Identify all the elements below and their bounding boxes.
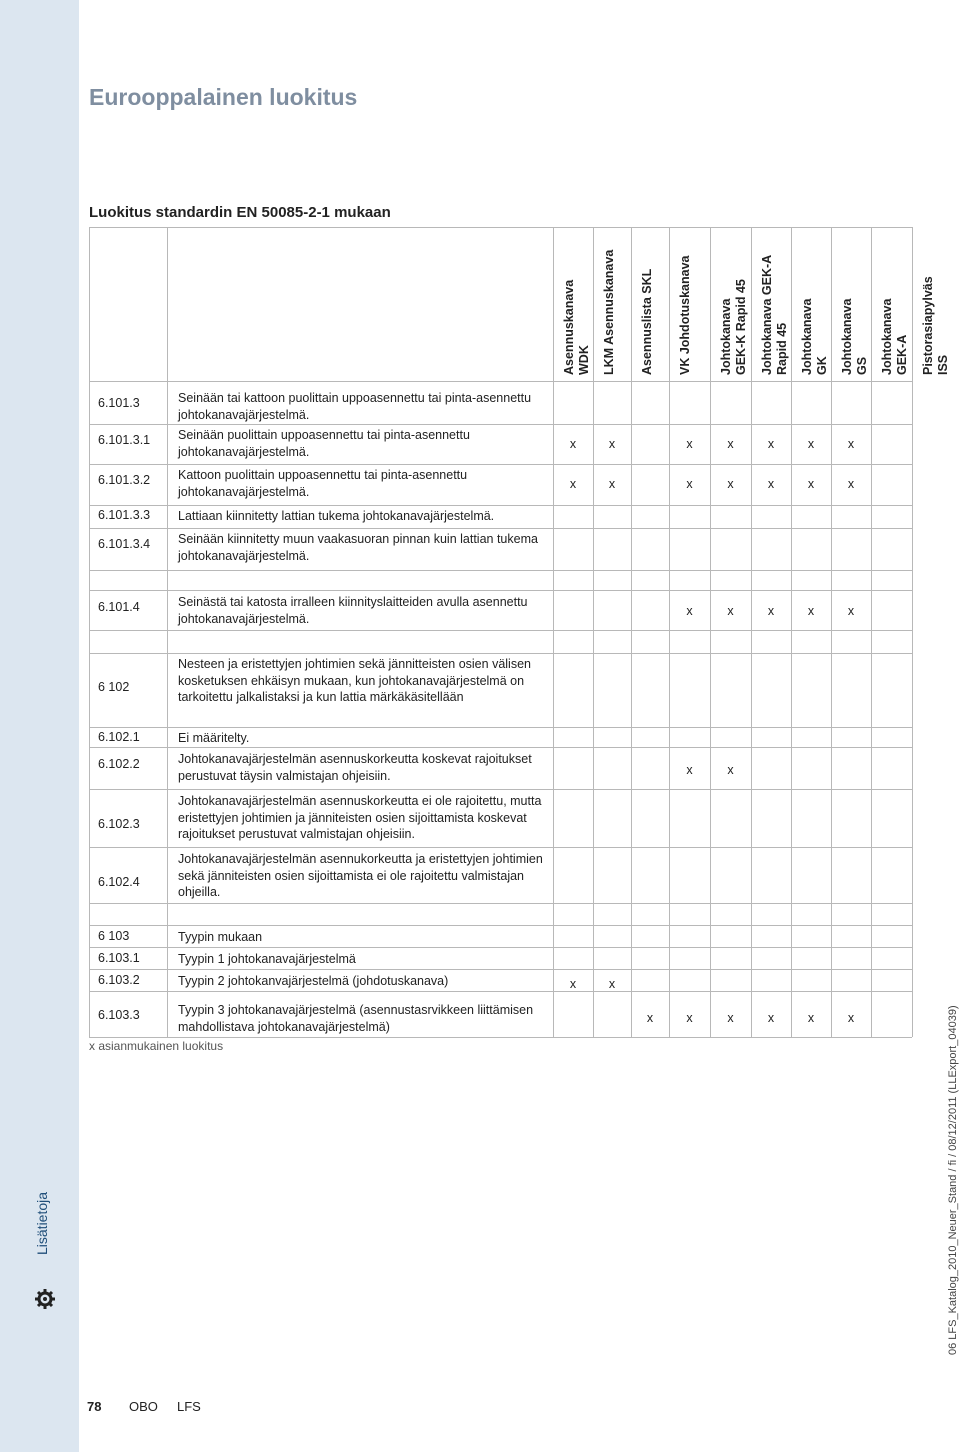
classification-mark: x	[767, 604, 775, 618]
table-gridline	[89, 903, 912, 904]
row-code: 6.103.2	[98, 973, 140, 987]
classification-mark: x	[686, 477, 693, 491]
column-header-label	[760, 255, 790, 375]
row-description: Seinään puolittain uppoasennettu tai pinta-asennettu johtokanavajärjestelmä.	[178, 428, 470, 459]
table-subtitle: Luokitus standardin EN 50085-2-1 mukaan	[89, 204, 391, 221]
column-header-line1: Asennuslista SKL	[640, 268, 654, 375]
column-header	[831, 227, 871, 381]
classification-mark: x	[727, 1011, 734, 1025]
table-gridline	[89, 727, 912, 728]
column-header-line1: Johtokanava	[719, 298, 733, 375]
table-gridline	[89, 925, 912, 926]
classification-mark: x	[569, 977, 577, 991]
column-header	[669, 227, 710, 381]
column-header-label	[602, 250, 617, 375]
classification-mark: x	[847, 437, 855, 451]
table-gridline	[89, 630, 912, 631]
column-header-line1: Asennuskanava	[562, 279, 576, 375]
page-number: 78	[87, 1399, 102, 1414]
classification-mark: x	[767, 477, 775, 491]
column-header-line2: Rapid 45	[775, 322, 789, 375]
row-code: 6.101.3	[98, 396, 140, 410]
column-header-label	[880, 299, 910, 375]
column-header	[871, 227, 912, 381]
column-header-line2: GEK-A	[895, 334, 909, 375]
column-header-line1: VK Johdotuskanava	[678, 255, 692, 375]
classification-mark: x	[608, 477, 616, 491]
column-header	[593, 227, 631, 381]
table-gridline	[89, 505, 912, 506]
table-gridline	[89, 991, 912, 992]
row-description: Johtokanavajärjestelmän asennukorkeutta ja eristettyjen johtimien sekä jänniteisten osien sijoittamista ei ole rajoitettu valmistajan ohjeilla.	[178, 852, 543, 899]
table-gridline	[89, 381, 912, 382]
row-code: 6.103.3	[98, 1008, 140, 1022]
classification-mark: x	[807, 477, 815, 491]
row-code: 6.103.1	[98, 951, 140, 965]
classification-mark: x	[727, 477, 734, 491]
classification-mark: x	[569, 437, 577, 451]
classification-mark: x	[686, 437, 693, 451]
classification-mark: x	[767, 1011, 775, 1025]
classification-mark: x	[847, 1011, 855, 1025]
column-header	[912, 227, 952, 381]
row-code: 6.102.1	[98, 730, 140, 744]
classification-mark: x	[767, 437, 775, 451]
column-header-line1: LKM Asennuskanava	[602, 249, 616, 375]
column-header-line2: GS	[855, 356, 869, 375]
row-code: 6 103	[98, 929, 130, 943]
row-code: 6.102.3	[98, 817, 140, 831]
column-header	[553, 227, 593, 381]
row-code: 6 102	[98, 680, 130, 694]
column-header-line1: Johtokanava	[840, 298, 854, 375]
row-description: Kattoon puolittain uppoasennettu tai pinta-asennettu johtokanavajärjestelmä.	[178, 468, 468, 499]
column-header	[631, 227, 669, 381]
classification-mark: x	[569, 477, 577, 491]
column-header-line1: Johtokanava GEK-A	[760, 254, 774, 375]
row-description: Tyypin mukaan	[178, 930, 263, 944]
page-title: Eurooppalainen luokitus	[89, 84, 358, 110]
section-name: LFS	[177, 1399, 201, 1414]
column-header	[791, 227, 831, 381]
row-description: Nesteen ja eristettyjen johtimien sekä jännitteisten osien välisen kosketuksen ehkäisyn mukaan, kun johtokanavajärjestelmä on tarkoitettu jalkalistaksi ja kun lattia märkäkäsitellään	[178, 657, 531, 704]
column-header	[710, 227, 751, 381]
classification-mark: x	[807, 437, 815, 451]
table-gridline	[89, 747, 912, 748]
row-description: Seinään kiinnitetty muun vaakasuoran pinnan kuin lattian tukema johtokanavajärjestelmä.	[178, 532, 538, 563]
column-header-line1: Pistorasiapylväs	[921, 276, 935, 375]
column-header-label	[800, 299, 830, 375]
classification-mark: x	[686, 604, 693, 618]
column-header-line2: GK	[815, 356, 829, 375]
table-gridline	[89, 947, 912, 948]
table-gridline	[89, 969, 912, 970]
row-description: Tyypin 2 johtokanvajärjestelmä (johdotuskanava)	[178, 974, 449, 988]
row-description: Tyypin 3 johtokanavajärjestelmä (asennustasrvikkeen liittämisen mahdollistava johtokanavajärjestelmä)	[178, 1003, 534, 1034]
row-description: Ei määritelty.	[178, 731, 250, 745]
table-gridline	[167, 227, 168, 1037]
table-gridline	[89, 847, 912, 848]
column-header-line2: GEK-K Rapid 45	[734, 279, 748, 375]
classification-mark: x	[807, 1011, 815, 1025]
row-code: 6.101.3.1	[98, 433, 151, 447]
column-header-label	[640, 269, 655, 375]
classification-mark: x	[807, 604, 815, 618]
table-gridline	[89, 570, 912, 571]
row-description: Johtokanavajärjestelmän asennuskorkeutta ei ole rajoitettu, mutta eristettyjen johtimien ja jänniteisten osien sijoittamista koskevat rajoitukset perustuvat valmistajan ohjeisiin.	[178, 794, 542, 841]
row-code: 6.101.4	[98, 600, 140, 614]
row-description: Tyypin 1 johtokanavajärjestelmä	[178, 952, 356, 966]
gear-icon	[34, 1288, 56, 1310]
row-code: 6.102.4	[98, 875, 140, 889]
row-description: Lattiaan kiinnitetty lattian tukema johtokanavajärjestelmä.	[178, 509, 495, 523]
row-description: Seinään tai kattoon puolittain uppoasennettu tai pinta-asennettu johtokanavajärjestelmä.	[178, 391, 532, 422]
column-header-label	[719, 279, 749, 375]
column-header-line1: Johtokanava	[880, 298, 894, 375]
classification-mark: x	[608, 977, 616, 991]
classification-mark: x	[847, 604, 855, 618]
column-header	[751, 227, 791, 381]
table-gridline	[89, 424, 912, 425]
column-header-line2: WDK	[577, 345, 591, 375]
column-header-line2: ISS	[936, 354, 950, 375]
classification-mark: x	[727, 763, 734, 777]
classification-mark: x	[608, 437, 616, 451]
column-header-label	[840, 299, 870, 375]
row-code: 6.102.2	[98, 757, 140, 771]
column-header-label	[921, 276, 951, 375]
table-gridline	[89, 227, 90, 1037]
table-gridline	[89, 789, 912, 790]
column-header-label	[562, 280, 592, 375]
classification-mark: x	[847, 477, 855, 491]
row-code: 6.101.3.4	[98, 537, 151, 551]
classification-mark: x	[686, 1011, 693, 1025]
row-code: 6.101.3.2	[98, 473, 151, 487]
table-gridline	[89, 1037, 912, 1038]
classification-mark: x	[646, 1011, 654, 1025]
row-code: 6.101.3.3	[98, 508, 151, 522]
sidebar-section-label: Lisätietoja	[34, 1191, 50, 1255]
table-gridline	[89, 590, 912, 591]
table-gridline	[89, 528, 912, 529]
row-description: Seinästä tai katosta irralleen kiinnityslaitteiden avulla asennettu johtokanavajärjestelmä.	[178, 595, 528, 626]
classification-mark: x	[686, 763, 693, 777]
classification-mark: x	[727, 604, 734, 618]
row-description: Johtokanavajärjestelmän asennuskorkeutta koskevat rajoitukset perustuvat täysin valmistajan ohjeisiin.	[178, 752, 532, 783]
footnote: x asianmukainen luokitus	[89, 1039, 224, 1053]
table-gridline	[89, 653, 912, 654]
column-header-line1: Johtokanava	[800, 298, 814, 375]
brand-name: OBO	[129, 1399, 158, 1414]
column-header-label	[678, 256, 693, 375]
print-info: 06 LFS_Katalog_2010_Neuer_Stand / fi / 08/12/2011 (LLExport_04039)	[947, 1005, 959, 1355]
table-gridline	[89, 464, 912, 465]
classification-mark: x	[727, 437, 734, 451]
